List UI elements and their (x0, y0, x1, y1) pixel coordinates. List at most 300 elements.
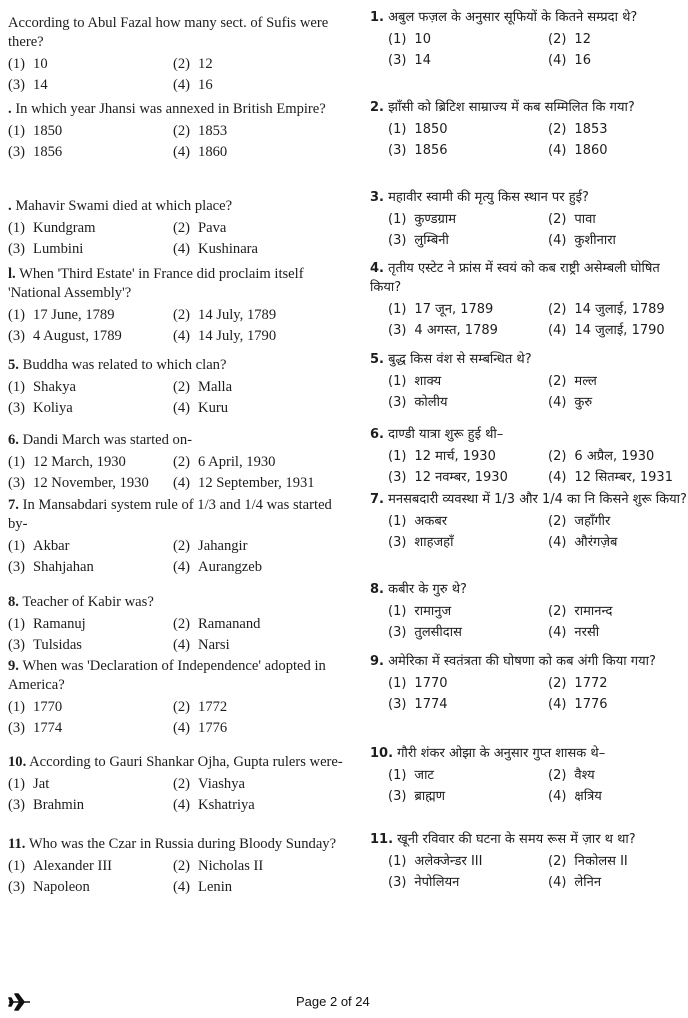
option-text: 1772 (198, 699, 228, 715)
option-4 (548, 140, 688, 161)
options-grid (370, 851, 688, 893)
option-number: (3) (388, 143, 407, 158)
option-number: (4) (548, 143, 567, 158)
question-stem: In Mansabdari system rule of 1/3 and 1/4 was started by- (8, 497, 332, 532)
option-text: नरसी (574, 625, 600, 640)
option-4 (173, 877, 346, 898)
options-grid (370, 119, 688, 161)
option-number: (2) (173, 379, 191, 395)
option-4 (173, 718, 346, 739)
option-text: अकबर (414, 514, 448, 529)
option-3 (388, 50, 548, 71)
option-text: 12 November, 1930 (33, 475, 149, 491)
option-1 (388, 765, 548, 786)
question-stem: When was 'Declaration of Independence' adopted in America? (8, 658, 326, 693)
question-9-en (0, 657, 346, 739)
option-text: 1776 (198, 720, 228, 736)
option-3 (8, 473, 173, 494)
question-10-en (0, 753, 346, 816)
option-3 (8, 142, 173, 163)
question-text (8, 835, 346, 854)
option-number: (1) (388, 449, 407, 464)
option-1 (388, 851, 548, 872)
option-number: (2) (173, 220, 191, 236)
option-text: 17 June, 1789 (33, 307, 115, 323)
option-text: निकोलस II (574, 854, 628, 869)
option-4 (173, 142, 346, 163)
option-number: (4) (173, 475, 191, 491)
options-grid (370, 765, 688, 807)
options-grid (370, 673, 688, 715)
question-text (370, 580, 688, 599)
question-5-en (0, 356, 346, 419)
option-number: (1) (8, 56, 26, 72)
option-number: (1) (388, 854, 407, 869)
option-number: (1) (8, 220, 26, 236)
option-1 (8, 121, 173, 142)
question-number: 7. (370, 492, 384, 507)
option-text: Brahmin (33, 797, 85, 813)
option-4 (173, 557, 346, 578)
option-number: (1) (388, 32, 407, 47)
option-1 (8, 856, 173, 877)
option-text: Koliya (33, 400, 73, 416)
options-grid (8, 54, 346, 96)
option-text: 14 जुलाई, 1789 (574, 302, 665, 317)
option-2 (173, 614, 346, 635)
option-text: जाट (414, 768, 434, 783)
option-number: (1) (388, 302, 407, 317)
option-number: (4) (173, 241, 191, 257)
option-number: (1) (388, 374, 407, 389)
option-4 (548, 532, 688, 553)
question-number: 5. (370, 352, 384, 367)
option-3 (8, 718, 173, 739)
question-number: 10. (370, 746, 394, 761)
option-number: (3) (8, 797, 26, 813)
option-number: (4) (173, 77, 191, 93)
option-2 (173, 377, 346, 398)
question-text (370, 98, 688, 117)
question-text (370, 830, 688, 849)
question-stem: Dandi March was started on- (22, 432, 193, 448)
option-text: क्षत्रिय (574, 789, 602, 804)
option-text: 6 अप्रैल, 1930 (574, 449, 655, 464)
option-number: (2) (548, 374, 567, 389)
option-text: Tulsidas (33, 637, 82, 653)
question-stem: According to Gauri Shankar Ojha, Gupta rulers were- (29, 754, 343, 770)
question-text (8, 657, 346, 695)
option-3 (8, 635, 173, 656)
option-text: मल्ल (574, 374, 597, 389)
option-1 (8, 452, 173, 473)
option-1 (8, 774, 173, 795)
option-number: (1) (388, 212, 407, 227)
option-2 (173, 305, 346, 326)
option-number: (4) (548, 697, 567, 712)
option-text: 1850 (414, 122, 448, 137)
option-number: (4) (548, 625, 567, 640)
option-text: 17 जून, 1789 (414, 302, 494, 317)
option-text: Narsi (198, 637, 230, 653)
option-number: (2) (548, 854, 567, 869)
question-number: 1. (370, 10, 384, 25)
option-number: (4) (173, 328, 191, 344)
option-text: Shakya (33, 379, 76, 395)
option-3 (388, 392, 548, 413)
question-11-hi (352, 830, 688, 893)
option-2 (548, 851, 688, 872)
option-3 (388, 230, 548, 251)
question-stem: दाण्डी यात्रा शुरू हुई थी– (388, 427, 504, 442)
question-stem: According to Abul Fazal how many sect. of Sufis were there? (8, 15, 329, 50)
option-text: 12 (574, 32, 591, 47)
option-text: 14 (33, 77, 48, 93)
options-grid (8, 536, 346, 578)
option-number: (1) (388, 676, 407, 691)
question-number: 2. (370, 100, 384, 115)
question-number: 4. (370, 261, 384, 276)
option-text: Ramanuj (33, 616, 86, 632)
option-2 (173, 218, 346, 239)
option-number: (3) (8, 559, 26, 575)
option-number: (1) (8, 307, 26, 323)
option-number: (1) (8, 858, 26, 874)
option-number: (2) (548, 122, 567, 137)
option-number: (3) (388, 233, 407, 248)
option-number: (3) (8, 720, 26, 736)
option-text: रामानुज (414, 604, 452, 619)
option-number: (2) (548, 449, 567, 464)
option-text: 1770 (414, 676, 448, 691)
question-stem: अबुल फज़ल के अनुसार सूफियों के कितने सम्प्रदा थे? (388, 10, 638, 25)
option-number: (4) (173, 637, 191, 653)
question-number: 8. (370, 582, 384, 597)
option-text: 4 August, 1789 (33, 328, 122, 344)
option-4 (173, 473, 346, 494)
options-grid (8, 614, 346, 656)
options-grid (8, 452, 346, 494)
option-number: (2) (548, 604, 567, 619)
option-4 (548, 694, 688, 715)
option-3 (388, 320, 548, 341)
option-3 (388, 467, 548, 488)
option-3 (8, 326, 173, 347)
option-number: (2) (548, 32, 567, 47)
option-number: (3) (8, 241, 26, 257)
options-grid (370, 209, 688, 251)
option-number: (1) (8, 776, 26, 792)
question-text (370, 188, 688, 207)
option-number: (2) (173, 538, 191, 554)
question-stem: Buddha was related to which clan? (22, 357, 227, 373)
option-2 (173, 452, 346, 473)
question-number: 5. (8, 357, 19, 373)
option-number: (2) (548, 676, 567, 691)
question-stem: अमेरिका में स्वतंत्रता की घोषणा को कब अंगी किया गया? (388, 654, 656, 669)
option-number: (1) (8, 538, 26, 554)
option-2 (173, 121, 346, 142)
option-text: जहाँगीर (574, 514, 611, 529)
option-number: (2) (173, 699, 191, 715)
question-text (370, 8, 688, 27)
options-grid (8, 774, 346, 816)
option-3 (388, 872, 548, 893)
option-4 (548, 230, 688, 251)
question-text (8, 100, 346, 119)
option-number: (2) (548, 302, 567, 317)
option-1 (388, 446, 548, 467)
question-9-hi (352, 652, 688, 715)
option-2 (548, 209, 688, 230)
question-stem: गौरी शंकर ओझा के अनुसार गुप्त शासक थे– (397, 746, 606, 761)
option-text: शाहजहाँ (414, 535, 454, 550)
option-text: लेनिन (574, 875, 602, 890)
option-3 (388, 622, 548, 643)
option-number: (4) (173, 400, 191, 416)
option-2 (548, 371, 688, 392)
options-grid (8, 697, 346, 739)
options-grid (370, 371, 688, 413)
option-text: नेपोलियन (414, 875, 460, 890)
question-number: 10. (8, 754, 27, 770)
option-text: Kuru (198, 400, 229, 416)
question-text (370, 744, 688, 763)
option-1 (388, 209, 548, 230)
option-number: (1) (8, 699, 26, 715)
option-3 (8, 398, 173, 419)
question-text (8, 431, 346, 450)
option-1 (8, 536, 173, 557)
option-number: (3) (388, 323, 407, 338)
question-text (8, 496, 346, 534)
question-text (370, 652, 688, 671)
option-number: (3) (8, 144, 26, 160)
option-1 (8, 697, 173, 718)
option-text: औरंगज़ेब (574, 535, 618, 550)
option-number: (2) (173, 616, 191, 632)
option-text: Napoleon (33, 879, 90, 895)
option-number: (4) (548, 789, 567, 804)
option-number: (4) (548, 875, 567, 890)
option-text: वैश्य (574, 768, 595, 783)
option-number: (1) (8, 123, 26, 139)
options-grid (370, 446, 688, 488)
option-2 (173, 856, 346, 877)
option-text: 1856 (414, 143, 448, 158)
option-number: (1) (388, 514, 407, 529)
option-number: (4) (173, 559, 191, 575)
question-number: 9. (8, 658, 19, 674)
question-number: l. (8, 266, 16, 282)
question-number: . (8, 198, 12, 214)
option-3 (8, 239, 173, 260)
option-text: Alexander III (33, 858, 113, 874)
question-number: 6. (8, 432, 19, 448)
question-text (370, 259, 688, 297)
option-1 (8, 218, 173, 239)
question-number: 11. (370, 832, 394, 847)
question-text (370, 425, 688, 444)
option-3 (388, 786, 548, 807)
option-text: 12 नवम्बर, 1930 (414, 470, 508, 485)
option-number: (4) (173, 797, 191, 813)
option-text: 1772 (574, 676, 608, 691)
option-text: 10 (414, 32, 431, 47)
question-stem: In which year Jhansi was annexed in British Empire? (15, 101, 326, 117)
option-text: कुरु (574, 395, 593, 410)
option-text: कुण्डग्राम (414, 212, 457, 227)
question-4-en (0, 265, 346, 347)
option-1 (388, 601, 548, 622)
options-grid (8, 121, 346, 163)
question-stem: बुद्ध किस वंश से सम्बन्धित थे? (388, 352, 532, 367)
option-text: ब्राह्मण (414, 789, 446, 804)
question-stem: झाँसी को ब्रिटिश साम्राज्य में कब सम्मिलित कि गया? (388, 100, 635, 115)
option-3 (388, 140, 548, 161)
question-3-en (0, 197, 346, 260)
question-11-en (0, 835, 346, 898)
option-3 (388, 532, 548, 553)
option-number: (4) (548, 233, 567, 248)
question-text (8, 753, 346, 772)
option-2 (548, 299, 688, 320)
option-text: 6 April, 1930 (198, 454, 276, 470)
question-stem: Who was the Czar in Russia during Bloody Sunday? (28, 836, 337, 852)
option-number: (1) (388, 122, 407, 137)
question-1-en (0, 14, 346, 96)
airplane-icon (8, 992, 32, 1012)
options-grid (8, 305, 346, 347)
option-1 (388, 119, 548, 140)
option-text: 1850 (33, 123, 63, 139)
option-2 (548, 119, 688, 140)
page-number-label: Page 2 of 24 (296, 994, 370, 1009)
option-text: 12 सितम्बर, 1931 (574, 470, 673, 485)
option-text: 14 (414, 53, 431, 68)
option-4 (173, 635, 346, 656)
option-text: Nicholas II (198, 858, 264, 874)
option-2 (173, 54, 346, 75)
option-text: 1853 (574, 122, 608, 137)
question-2-hi (352, 98, 688, 161)
option-text: Viashya (198, 776, 245, 792)
option-4 (548, 320, 688, 341)
question-stem: कबीर के गुरु थे? (388, 582, 467, 597)
option-number: (3) (388, 535, 407, 550)
option-text: 14 July, 1790 (198, 328, 277, 344)
option-number: (1) (388, 604, 407, 619)
question-3-hi (352, 188, 688, 251)
option-text: Lenin (198, 879, 233, 895)
option-2 (548, 29, 688, 50)
option-text: Malla (198, 379, 233, 395)
question-7-en (0, 496, 346, 578)
option-4 (548, 50, 688, 71)
option-number: (2) (548, 212, 567, 227)
option-1 (8, 305, 173, 326)
option-number: (2) (173, 56, 191, 72)
option-number: (3) (8, 637, 26, 653)
option-text: Kushinara (198, 241, 259, 257)
option-text: 1770 (33, 699, 63, 715)
option-text: 14 July, 1789 (198, 307, 277, 323)
option-text: 1774 (414, 697, 448, 712)
option-number: (3) (388, 625, 407, 640)
option-number: (1) (388, 768, 407, 783)
question-1-hi (352, 8, 688, 71)
options-grid (370, 29, 688, 71)
option-text: 4 अगस्त, 1789 (414, 323, 498, 338)
option-1 (388, 371, 548, 392)
option-text: 1776 (574, 697, 608, 712)
option-1 (8, 377, 173, 398)
options-grid (8, 218, 346, 260)
question-text (8, 14, 346, 52)
option-number: (3) (388, 789, 407, 804)
option-2 (173, 697, 346, 718)
option-number: (2) (173, 307, 191, 323)
page-footer (0, 994, 688, 1014)
option-text: Lumbini (33, 241, 84, 257)
option-number: (2) (173, 858, 191, 874)
question-4-hi (352, 259, 688, 341)
question-text (8, 197, 346, 216)
option-number: (3) (388, 875, 407, 890)
option-1 (388, 29, 548, 50)
options-grid (370, 511, 688, 553)
option-2 (548, 446, 688, 467)
option-number: (3) (8, 77, 26, 93)
option-text: Shahjahan (33, 559, 94, 575)
question-8-en (0, 593, 346, 656)
option-text: Ramanand (198, 616, 261, 632)
question-10-hi (352, 744, 688, 807)
option-number: (4) (548, 470, 567, 485)
option-number: (4) (548, 323, 567, 338)
option-text: लुम्बिनी (414, 233, 449, 248)
option-number: (3) (388, 395, 407, 410)
option-4 (173, 795, 346, 816)
question-2-en (0, 100, 346, 163)
option-text: 1774 (33, 720, 63, 736)
option-text: 16 (198, 77, 213, 93)
option-1 (8, 54, 173, 75)
option-text: शाक्य (414, 374, 442, 389)
option-4 (548, 872, 688, 893)
option-3 (8, 557, 173, 578)
option-text: 14 जुलाई, 1790 (574, 323, 665, 338)
option-4 (173, 398, 346, 419)
option-1 (388, 299, 548, 320)
question-stem: तृतीय एस्टेट ने फ्रांस में स्वयं को कब राष्ट्री असेम्बली घोषित किया? (370, 261, 660, 295)
option-2 (173, 774, 346, 795)
question-number: 6. (370, 427, 384, 442)
question-8-hi (352, 580, 688, 643)
question-stem: खूनी रविवार की घटना के समय रूस में ज़ार थ था? (397, 832, 636, 847)
question-5-hi (352, 350, 688, 413)
question-number: 3. (370, 190, 384, 205)
option-3 (8, 75, 173, 96)
option-text: 12 March, 1930 (33, 454, 126, 470)
option-text: कुशीनारा (574, 233, 616, 248)
option-number: (4) (173, 720, 191, 736)
option-number: (1) (8, 616, 26, 632)
option-text: तुलसीदास (414, 625, 462, 640)
option-number: (3) (388, 697, 407, 712)
option-text: Kshatriya (198, 797, 255, 813)
option-4 (548, 786, 688, 807)
